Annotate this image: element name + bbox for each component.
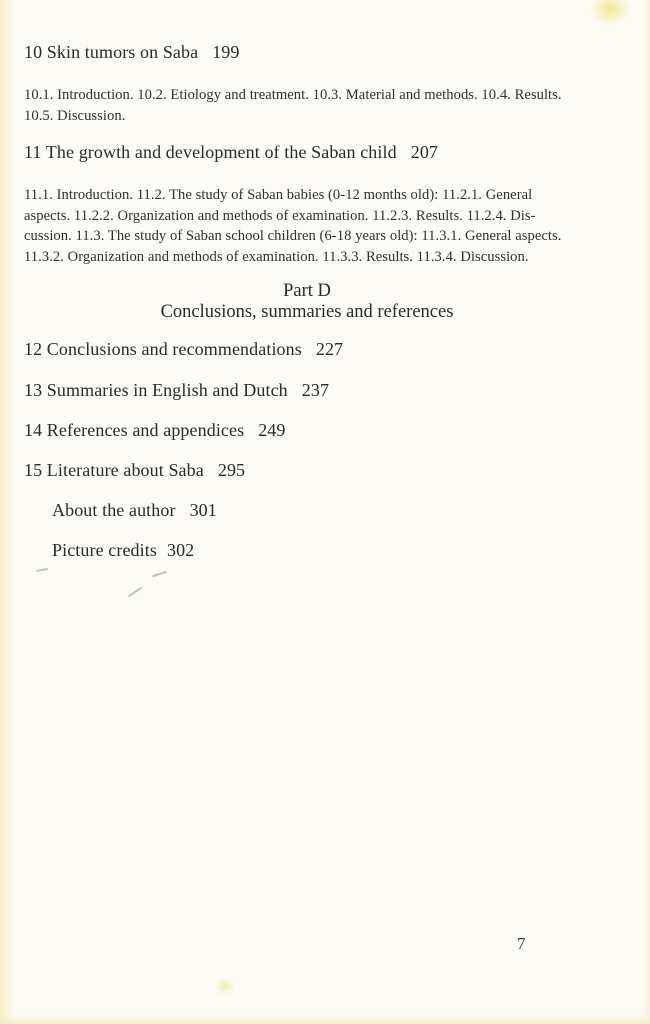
entry-title: 12 Conclusions and recommendations bbox=[24, 339, 302, 359]
entry-page-ref: 295 bbox=[217, 460, 246, 480]
paper-edge-left bbox=[0, 0, 14, 1024]
part-divider bbox=[24, 281, 590, 323]
entry-page-ref: 249 bbox=[258, 420, 286, 440]
entry-title: 15 Literature about Saba bbox=[24, 460, 204, 480]
chapter-11-subsections bbox=[24, 185, 561, 267]
part-label: Part D bbox=[283, 281, 331, 301]
chapter-11-page-ref: 207 bbox=[410, 142, 439, 162]
chapter-10-title: 10 Skin tumors on Saba bbox=[24, 42, 199, 62]
entry-page-ref: 301 bbox=[189, 500, 217, 520]
paper-stain-bottom bbox=[214, 976, 236, 996]
subsection-line: 11.3.2. Organization and methods of examination. 11.3.3. Results. 11.3.4. Discussion. bbox=[24, 248, 529, 265]
toc-entry-about-author bbox=[52, 500, 217, 521]
toc-entry-summaries bbox=[24, 380, 329, 401]
pencil-mark bbox=[36, 568, 48, 572]
subsection-line: 10.1. Introduction. 10.2. Etiology and treatment. 10.3. Material and methods. 10.4. Results. bbox=[24, 87, 562, 103]
entry-page-ref: 227 bbox=[315, 339, 344, 359]
chapter-10-subsections bbox=[24, 85, 562, 126]
paper-stain-top-right bbox=[588, 0, 632, 28]
page-number: 7 bbox=[517, 934, 526, 953]
subsection-line: cussion. 11.3. The study of Saban school children (6-18 years old): 11.3.1. General aspects. bbox=[24, 228, 562, 244]
entry-title: 14 References and appendices bbox=[24, 420, 245, 440]
chapter-11-title: 11 The growth and development of the Saban child bbox=[24, 142, 397, 162]
entry-page-ref: 302 bbox=[166, 540, 195, 560]
subsection-line: 11.1. Introduction. 11.2. The study of Saban babies (0-12 months old): 11.2.1. General bbox=[24, 187, 533, 203]
subsection-line: aspects. 11.2.2. Organization and methods of examination. 11.2.3. Results. 11.2.4. Dis- bbox=[24, 207, 536, 224]
pencil-mark bbox=[128, 587, 142, 598]
entry-title: Picture credits bbox=[52, 540, 157, 560]
chapter-10-page-ref: 199 bbox=[212, 42, 240, 62]
entry-title: About the author bbox=[52, 500, 176, 520]
pencil-mark bbox=[152, 571, 167, 578]
entry-page-ref: 237 bbox=[301, 380, 330, 400]
subsection-line: 10.5. Discussion. bbox=[24, 107, 126, 124]
toc-entry-references bbox=[24, 420, 286, 441]
toc-entry-picture-credits bbox=[52, 540, 194, 561]
chapter-11-heading bbox=[24, 142, 438, 163]
toc-entry-literature bbox=[24, 460, 245, 481]
paper-edge-right bbox=[644, 0, 650, 1024]
paper-edge-bottom bbox=[0, 1014, 650, 1024]
toc-entry-conclusions bbox=[24, 339, 343, 360]
part-title: Conclusions, summaries and references bbox=[160, 302, 454, 322]
chapter-10-heading bbox=[24, 42, 240, 63]
entry-title: 13 Summaries in English and Dutch bbox=[24, 380, 288, 400]
